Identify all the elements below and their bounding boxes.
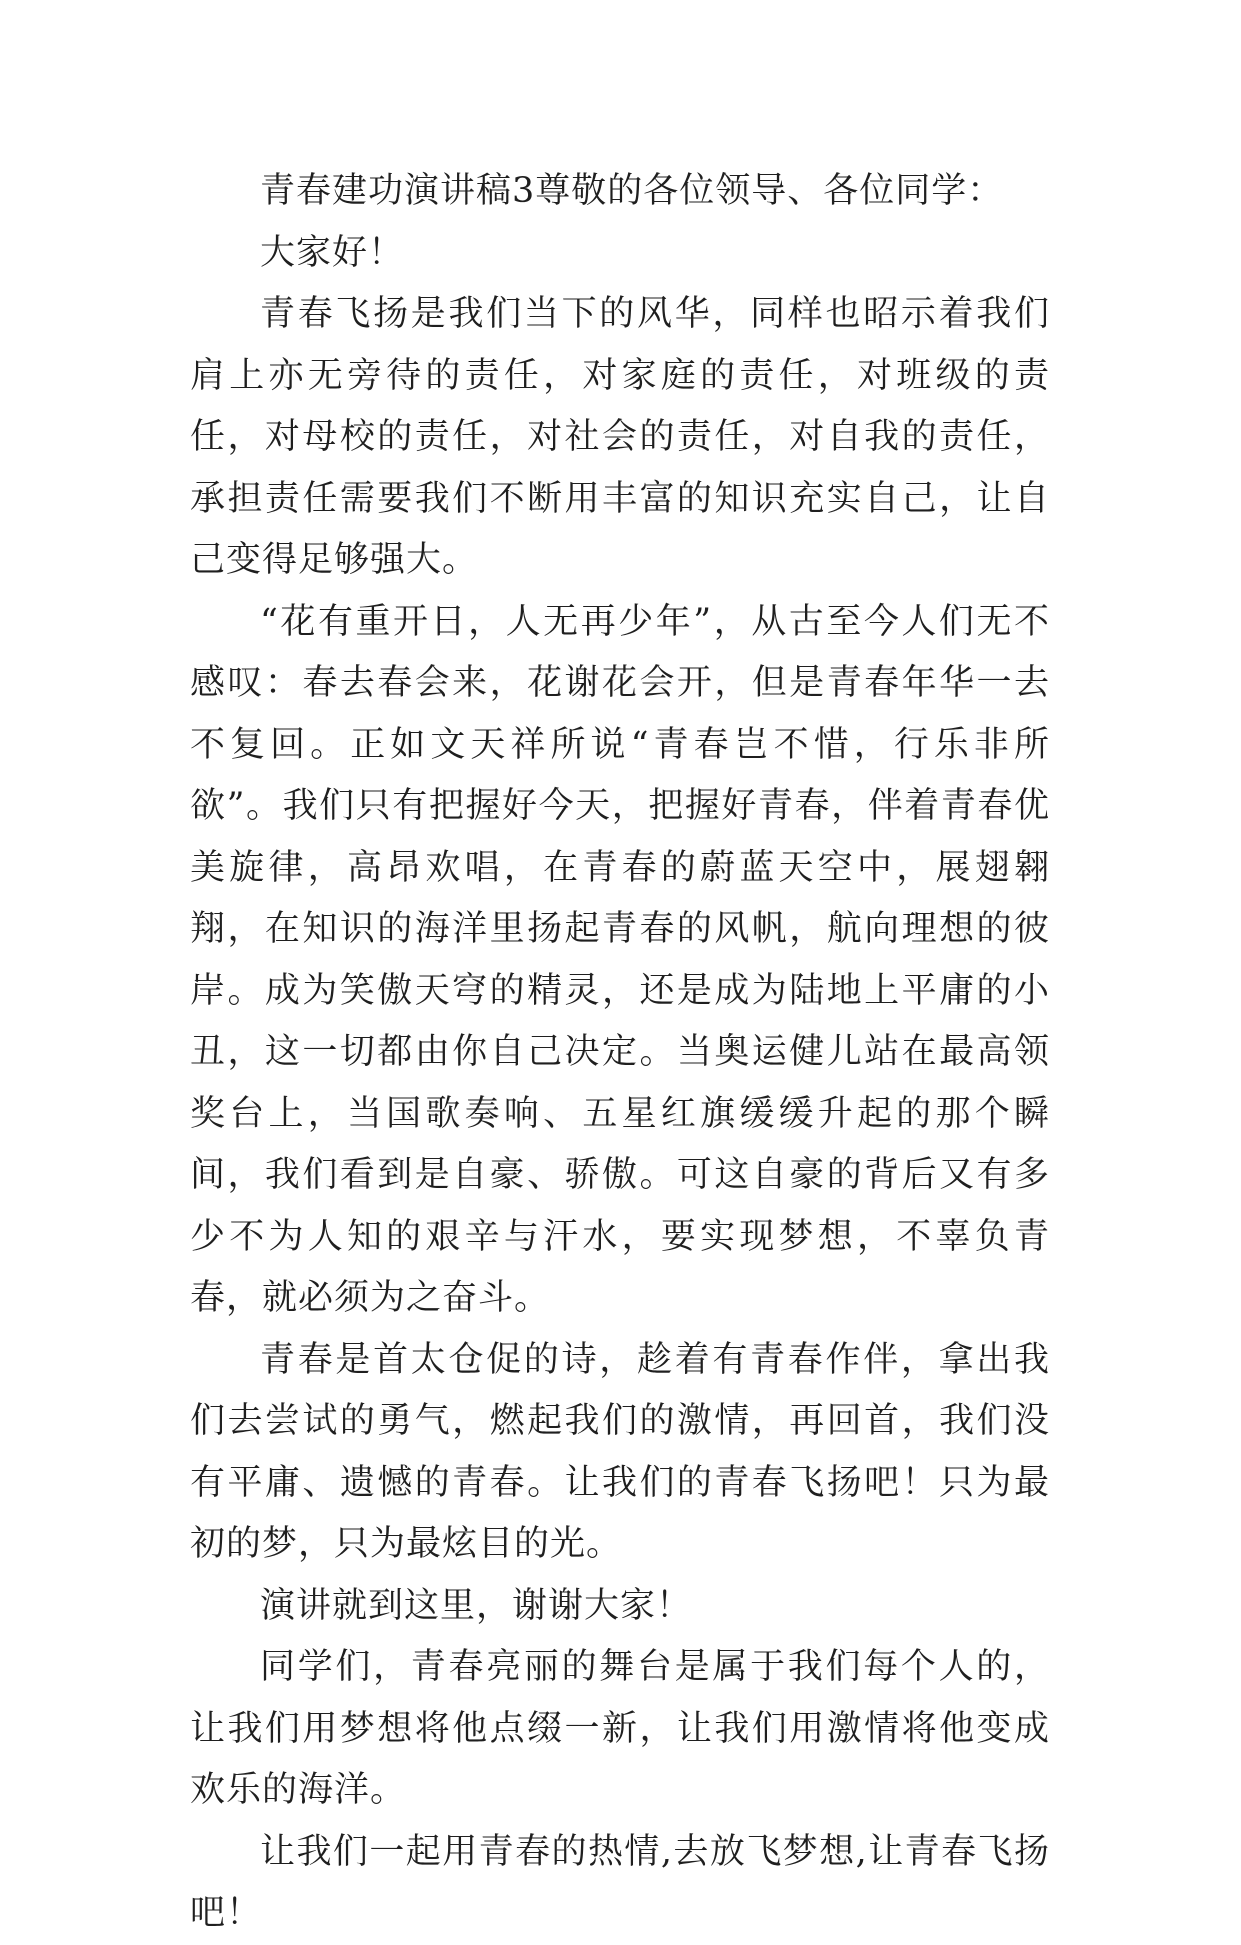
paragraph-title-greeting: 青春建功演讲稿3尊敬的各位领导、各位同学： bbox=[260, 171, 1004, 211]
paragraph-stage: 同学们，青春亮丽的舞台是属于我们每个人的，让我们用梦想将他点缀一新，让我们用激情将他变成欢乐的海洋。 bbox=[190, 1647, 1050, 1810]
paragraph-responsibility: 青春飞扬是我们当下的风华，同样也昭示着我们肩上亦无旁待的责任，对家庭的责任，对班级的责任，对母校的责任，对社会的责任，对自我的责任，承担责任需要我们不断用丰富的知识充实自己，让自己变得足够强大。 bbox=[190, 294, 1050, 580]
paragraph-closing-thanks: 演讲就到这里，谢谢大家！ bbox=[260, 1585, 693, 1626]
paragraph-youth-time: “花有重开日，人无再少年”，从古至今人们无不感叹：春去春会来，花谢花会开，但是青春年华一去不复回。正如文天祥所说“青春岂不惜，行乐非所欲”。我们只有把握好今天，把握好青春，伴着青春优美旋律，高昂欢唱，在青春的蔚蓝天空中，展翅翱翔，在知识的海洋里扬起青春的风帆，航向理想的彼岸。成为笑傲天穹的精灵，还是成为陆地上平庸的小丑，这一切都由你自己决定。当奥运健儿站在最高领奖台上，当国歌奏响、五星红旗缓缓升起的那个瞬间，我们看到是自豪、骄傲。可这自豪的背后又有多少不为人知的艰辛与汗水，要实现梦想，不辜负青春，就必须为之奋斗。 bbox=[190, 601, 1050, 1318]
paragraph-youth-poem: 青春是首太仓促的诗，趁着有青春作伴，拿出我们去尝试的勇气，燃起我们的激情，再回首，我们没有平庸、遗憾的青春。让我们的青春飞扬吧！只为最初的梦，只为最炫目的光。 bbox=[190, 1339, 1050, 1564]
paragraph-final-call: 让我们一起用青春的热情,去放飞梦想,让青春飞扬吧！ bbox=[190, 1831, 1050, 1933]
paragraph-hello: 大家好！ bbox=[260, 232, 405, 273]
speech-body bbox=[190, 161, 1050, 1945]
